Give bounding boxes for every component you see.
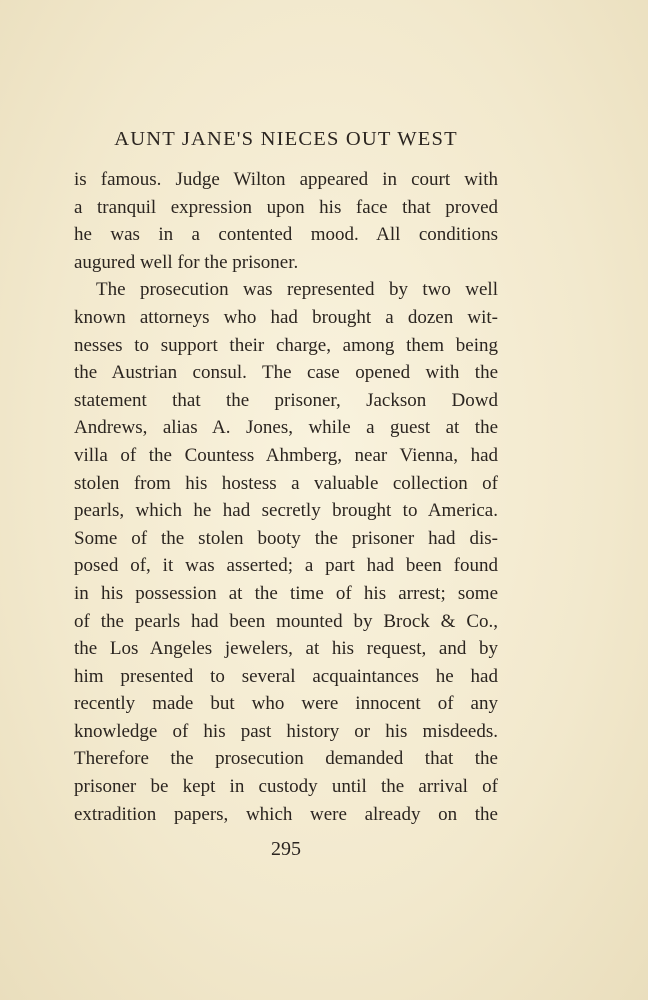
text-line: villa of the Countess Ahmberg, near Vienna, had <box>74 444 498 466</box>
text-line: posed of, it was asserted; a part had been found <box>74 555 498 577</box>
text-line: a tranquil expression upon his face that proved <box>74 196 498 218</box>
text-line: augured well for the prisoner. <box>74 251 299 273</box>
text-line: of the pearls had been mounted by Brock & Co., <box>74 610 498 632</box>
text-line: known attorneys who had brought a dozen wit- <box>74 306 498 328</box>
text-line: is famous. Judge Wilton appeared in court with <box>74 169 498 190</box>
text-line: the Austrian consul. The case opened with the <box>74 362 498 384</box>
text-line: in his possession at the time of his arrest; some <box>74 582 498 604</box>
text-line: Some of the stolen booty the prisoner had dis- <box>74 527 498 549</box>
text-line: statement that the prisoner, Jackson Dowd <box>74 389 498 411</box>
page-number: 295 <box>271 838 301 860</box>
text-line: pearls, which he had secretly brought to America. <box>74 500 498 522</box>
body-text <box>74 166 498 828</box>
running-head: AUNT JANE'S NIECES OUT WEST <box>114 128 458 150</box>
text-line: nesses to support their charge, among them being <box>74 334 498 356</box>
text-line: recently made but who were innocent of any <box>74 693 498 715</box>
text-line: the Los Angeles jewelers, at his request, and by <box>74 638 498 660</box>
text-line: The prosecution was represented by two well <box>96 279 498 301</box>
text-line: he was in a contented mood. All conditions <box>74 224 498 246</box>
text-line: stolen from his hostess a valuable collection of <box>74 472 498 494</box>
text-line: Andrews, alias A. Jones, while a guest at the <box>74 417 498 439</box>
text-line: Therefore the prosecution demanded that the <box>74 748 498 770</box>
text-line: prisoner be kept in custody until the arrival of <box>74 776 498 798</box>
text-line: extradition papers, which were already on the <box>74 803 498 825</box>
text-line: knowledge of his past history or his misdeeds. <box>74 720 498 742</box>
text-line: him presented to several acquaintances he had <box>74 665 498 687</box>
